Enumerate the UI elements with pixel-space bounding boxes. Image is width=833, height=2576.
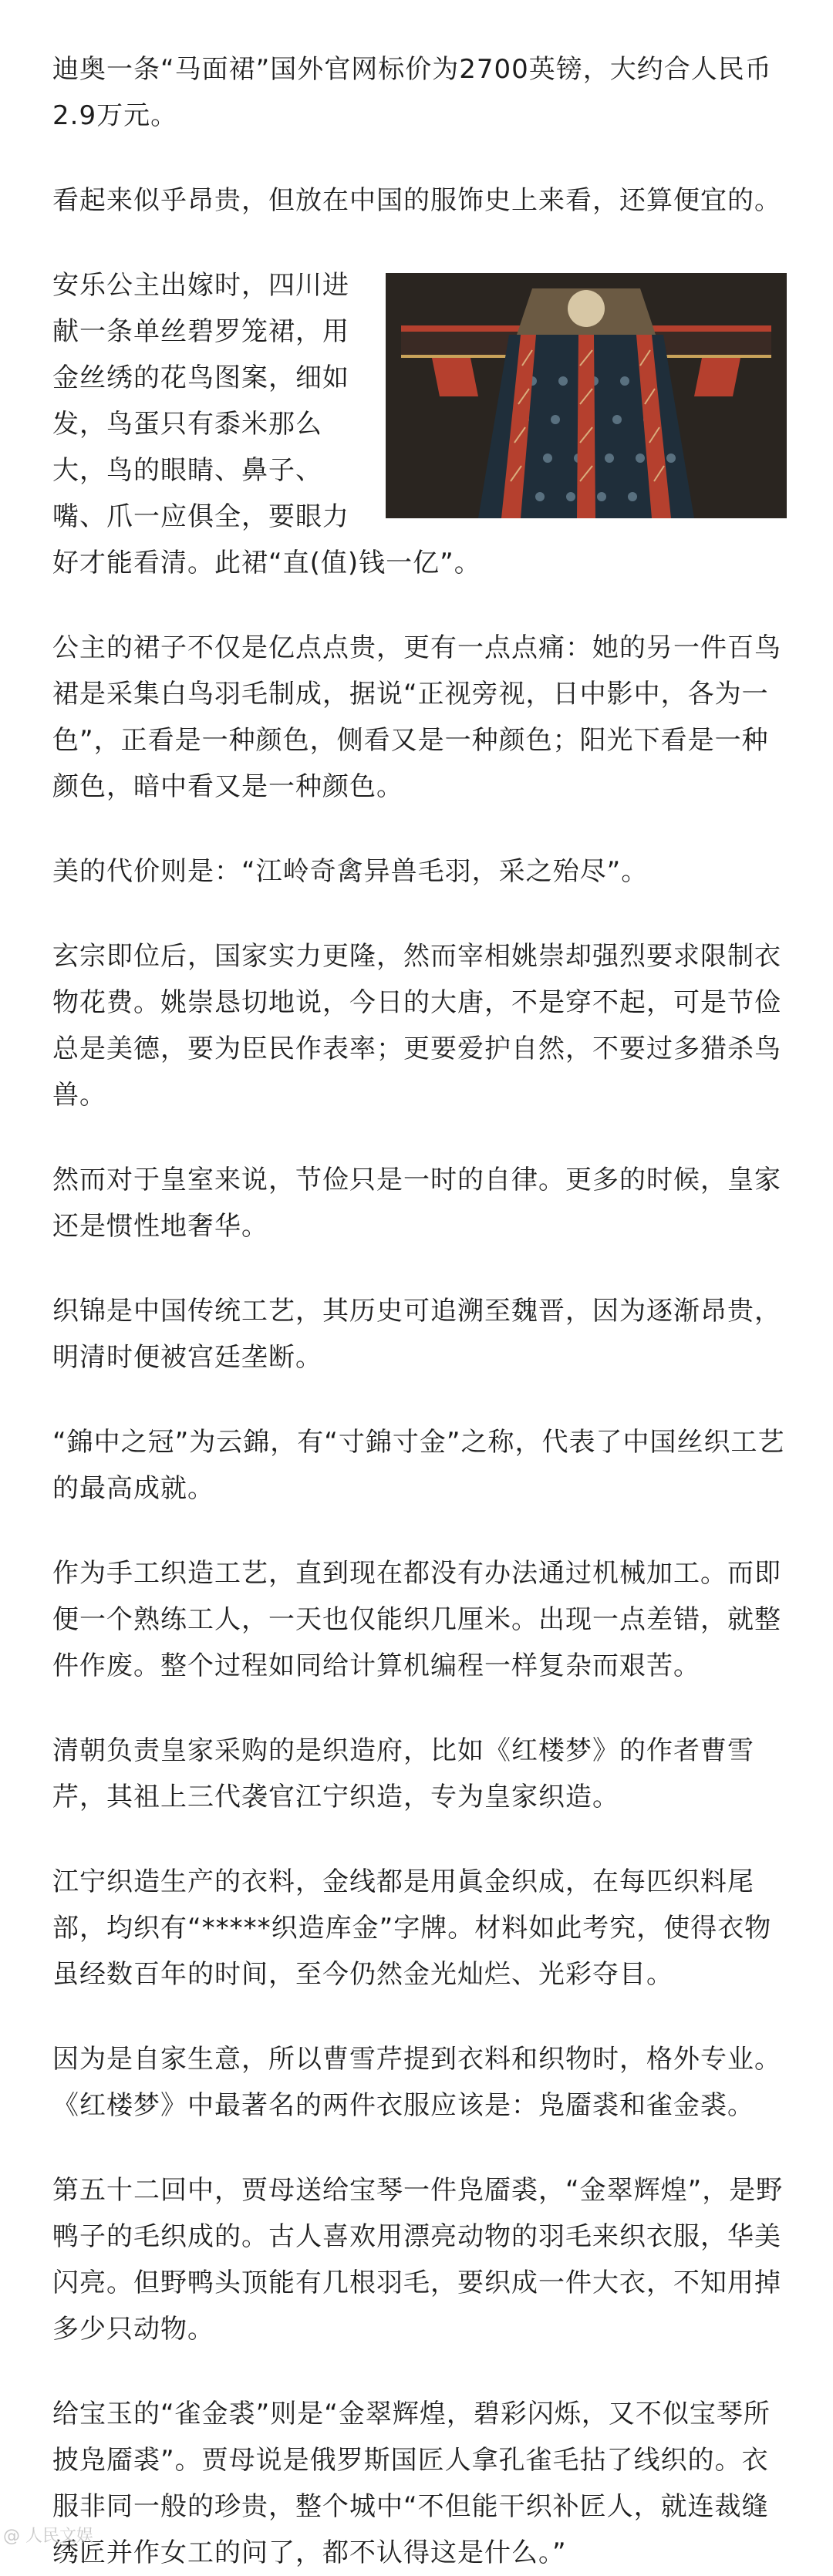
paragraph-13: 因为是自家生意，所以曹雪芹提到衣料和织物时，格外专业。《红楼梦》中最著名的两件衣服应该是：凫靥裘和雀金裘。 <box>52 2036 787 2129</box>
paragraph-10: 作为手工织造工艺，直到现在都没有办法通过机械加工。而即便一个熟练工人，一天也仅能织几厘米。出现一点差错，就整件作废。整个过程如同给计算机编程一样复杂而艰苦。 <box>52 1550 787 1689</box>
paragraph-11: 清朝负责皇家采购的是织造府，比如《红楼梦》的作者曹雪芹，其祖上三代袭官江宁织造，专为皇家织造。 <box>52 1728 787 1820</box>
paragraph-7: 然而对于皇室来说，节俭只是一时的自律。更多的时候，皇家还是惯性地奢华。 <box>52 1157 787 1249</box>
paragraph-15: 给宝玉的“雀金裘”则是“金翠辉煌，碧彩闪烁，又不似宝琴所披凫靥裘”。贾母说是俄罗斯国匠人拿孔雀毛拈了线织的。衣服非同一般的珍贵，整个城中“不但能干织补匠人，就连裁缝绣匠并作女工的问了，都不认得这是什么。” <box>52 2391 787 2576</box>
paragraph-3-block <box>52 262 787 586</box>
paragraph-14: 第五十二回中，贾母送给宝琴一件凫靥裘，“金翠辉煌”，是野鸭子的毛织成的。古人喜欢用漂亮动物的羽毛来织衣服，华美闪亮。但野鸭头顶能有几根羽毛，要织成一件大衣，不知用掉多少只动物。 <box>52 2167 787 2352</box>
paragraph-1: 迪奥一条“马面裙”国外官网标价为2700英镑，大约合人民币2.9万元。 <box>52 0 787 139</box>
watermark: @ 人民文娱 <box>3 2523 93 2547</box>
paragraph-2: 看起来似乎昂贵，但放在中国的服饰史上来看，还算便宜的。 <box>52 177 787 224</box>
paragraph-9: “錦中之冠”为云錦，有“寸錦寸金”之称，代表了中国丝织工艺的最高成就。 <box>52 1419 787 1512</box>
paragraph-4: 公主的裙子不仅是亿点点贵，更有一点点痛：她的另一件百鸟裙是采集白鸟羽毛制成，据说“正视旁视，日中影中，各为一色”，正看是一种颜色，侧看又是一种颜色；阳光下看是一种颜色，暗中看又是一种颜色。 <box>52 625 787 810</box>
paragraph-8: 织锦是中国传统工艺，其历史可追溯至魏晋，因为逐渐昂贵，明清时便被宫廷垄断。 <box>52 1288 787 1381</box>
paragraph-12: 江宁织造生产的衣料，金线都是用眞金织成，在每匹织料尾部，均织有“*****织造库金”字牌。材料如此考究，使得衣物虽经数百年的时间，至今仍然金光灿烂、光彩夺目。 <box>52 1859 787 1998</box>
robe-illustration <box>386 273 787 518</box>
robe-photo <box>386 273 787 518</box>
paragraph-6: 玄宗即位后，国家实力更隆，然而宰相姚崇却强烈要求限制衣物花费。姚崇恳切地说，今日的大唐，不是穿不起，可是节俭总是美德，要为臣民作表率；更要爱护自然，不要过多猎杀鸟兽。 <box>52 933 787 1118</box>
paragraph-3: 安乐公主出嫁时，四川进献一条单丝碧罗笼裙，用金丝绣的花鸟图案，细如发，鸟蛋只有黍米那么大，鸟的眼睛、鼻子、嘴、爪一应俱全，要眼力好才能看清。此裙“直(值)钱一亿”。 <box>52 270 481 578</box>
paragraph-5: 美的代价则是：“江岭奇禽异兽毛羽，采之殆尽”。 <box>52 848 787 895</box>
